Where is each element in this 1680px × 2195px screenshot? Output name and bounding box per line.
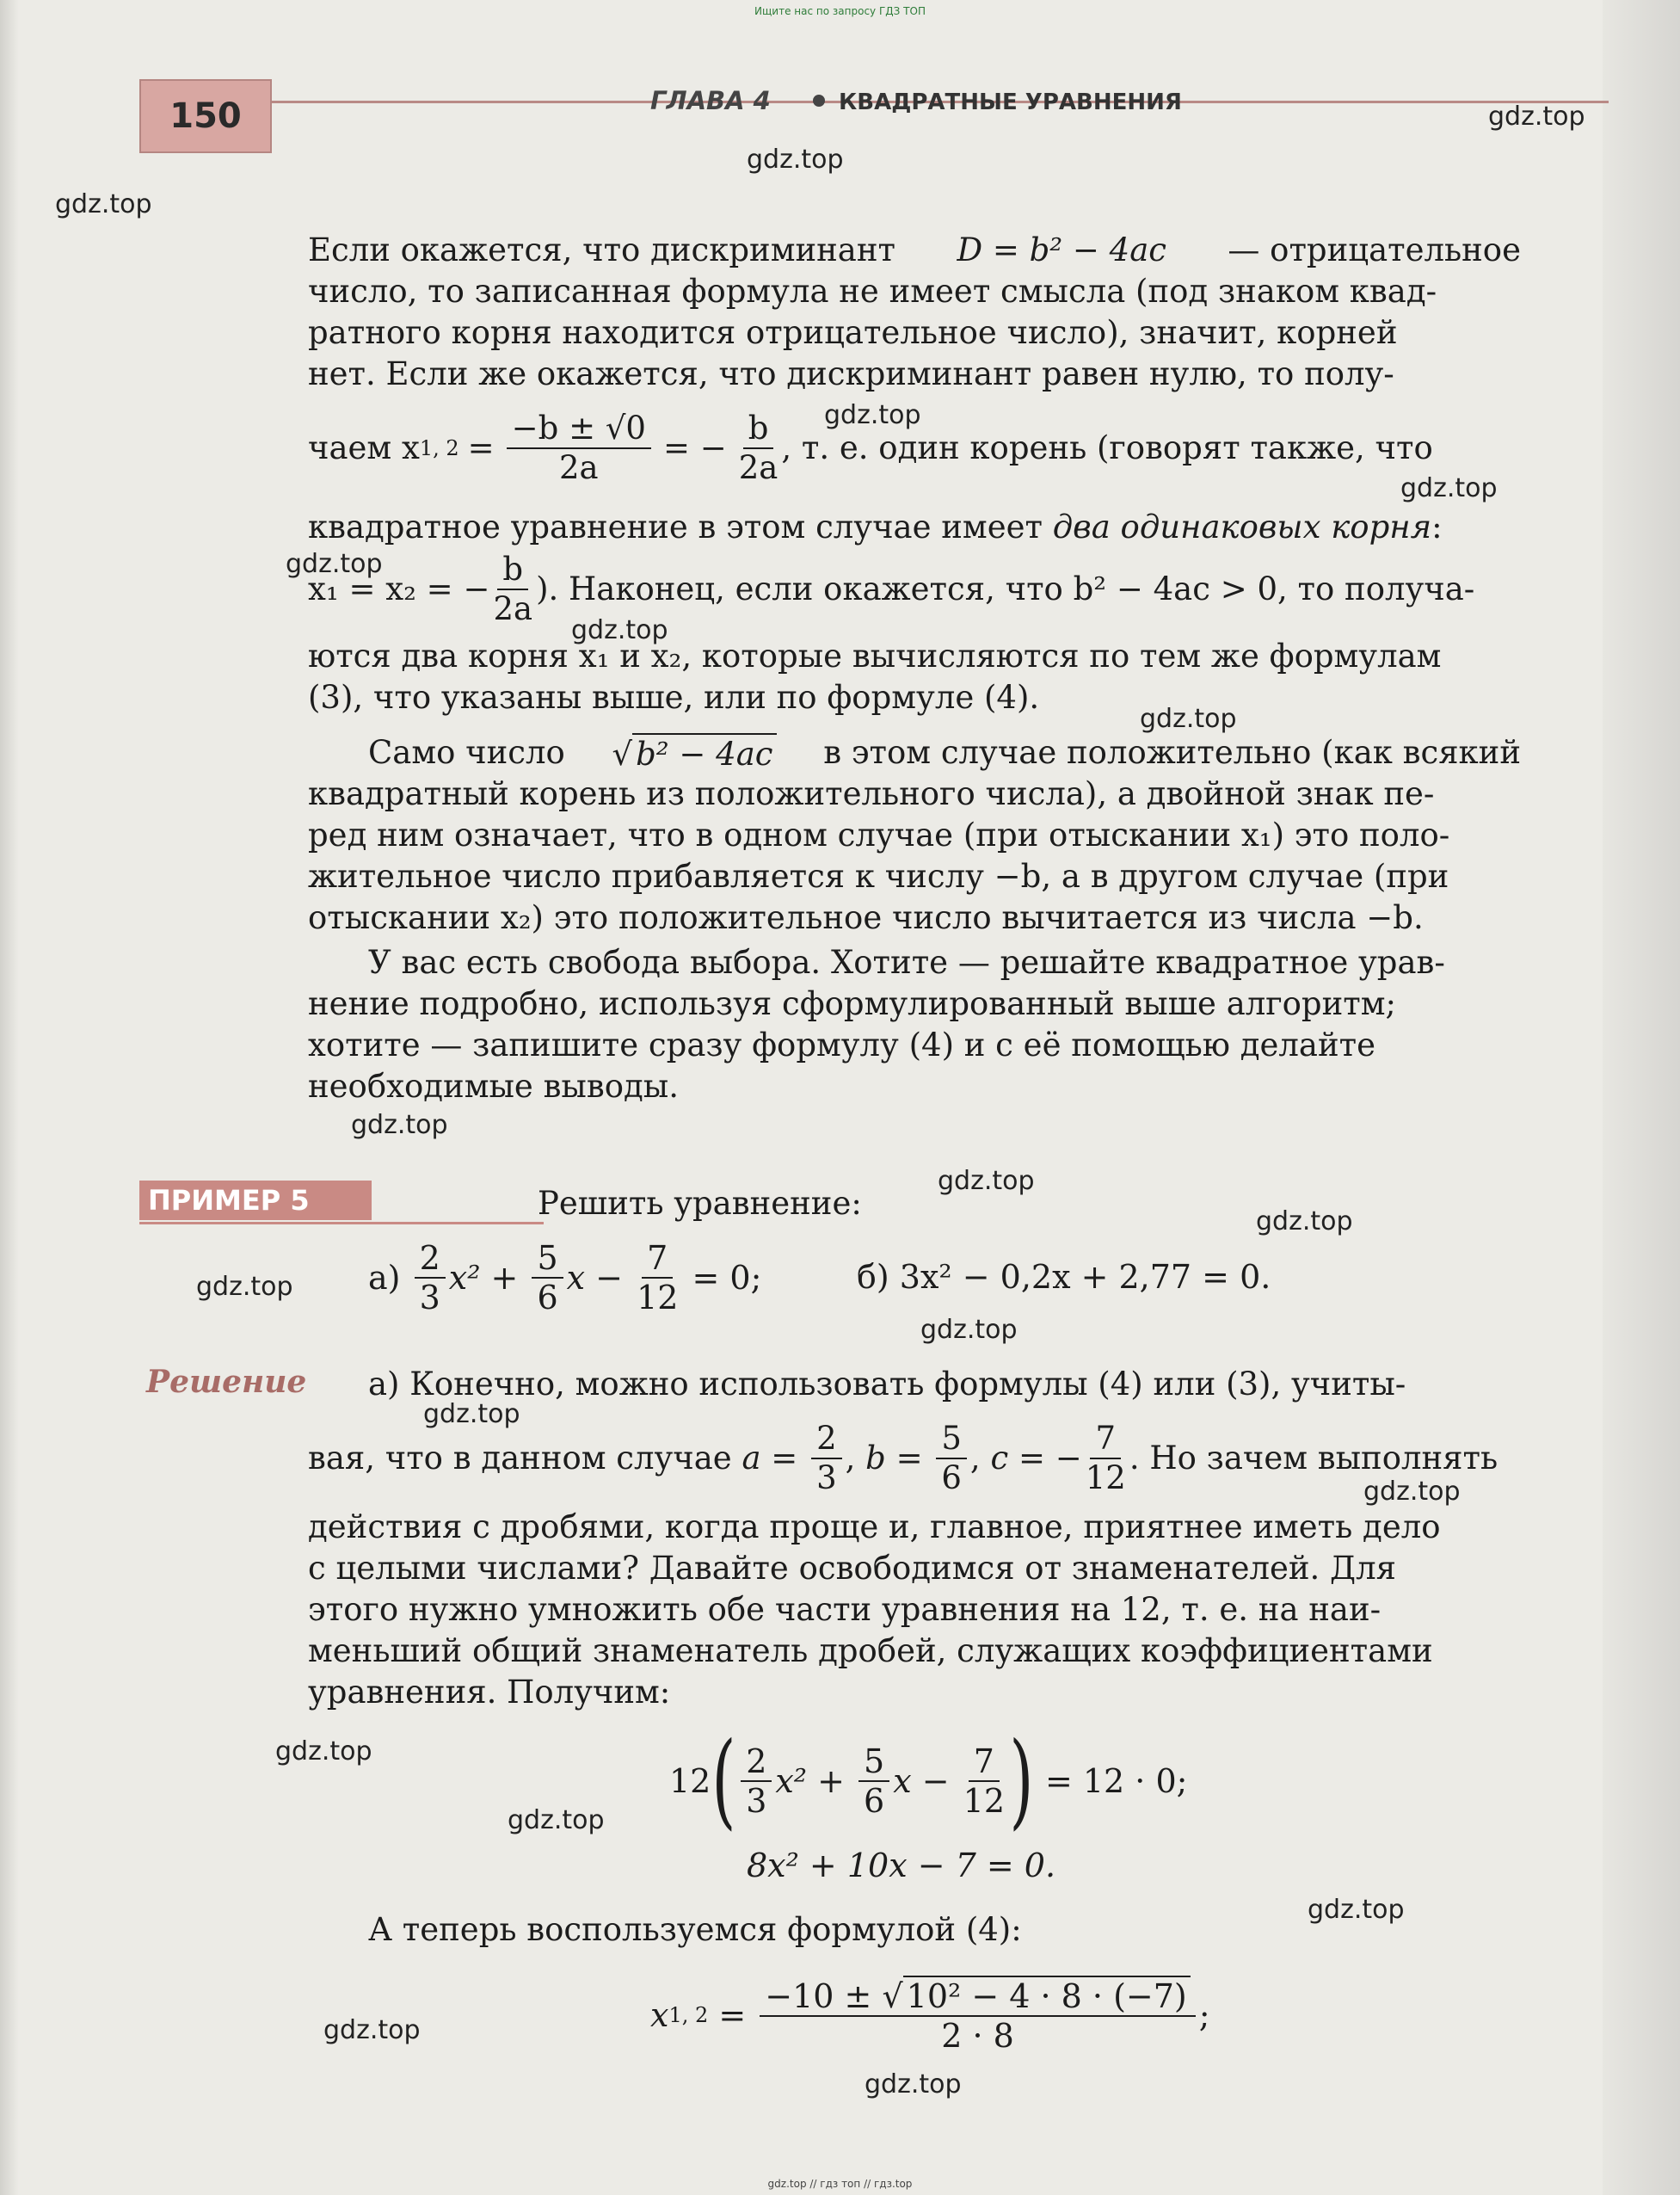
fraction: $\frac{-b \pm √0}{2a}$ xyxy=(507,410,651,487)
solution-line: действия с дробями, когда проще и, главное, приятнее иметь дело xyxy=(308,1508,1441,1545)
solution-equation-3: x 1, 2 = −10 ± √ 10² − 4 · 8 · (−7) 2 · 8 ; xyxy=(650,1977,1210,2055)
watermark: gdz.top xyxy=(1400,473,1498,503)
paragraph-line: квадратный корень из положительного числа), а двойной знак пе- xyxy=(308,775,1435,812)
paragraph-line: нение подробно, используя сформулированный выше алгоритм; xyxy=(308,985,1396,1022)
fraction: $\frac{b}{2a}$ xyxy=(493,551,533,627)
solution-line: меньший общий знаменатель дробей, служащих коэффициентами xyxy=(308,1632,1433,1669)
watermark: gdz.top xyxy=(920,1315,1018,1345)
paragraph-line: число, то записанная формула не имеет смысла (под знаком квад- xyxy=(308,273,1437,310)
solution-line: уравнения. Получим: xyxy=(308,1674,671,1711)
paragraph-line: квадратное уравнение в этом случае имеет два одинаковых корня : xyxy=(308,509,1443,546)
page-number: 150 xyxy=(169,96,242,136)
watermark: gdz.top xyxy=(55,189,152,219)
watermark: gdz.top xyxy=(1256,1206,1353,1236)
paragraph-line: ратного корня находится отрицательное число), значит, корней xyxy=(308,314,1398,351)
solution-equation-2: 8x² + 10x − 7 = 0. xyxy=(747,1847,1056,1884)
formula-line: x₁ = x₂ = − $\frac{b}{2a}$ ). Наконец, если окажется, что b² − 4ac > 0, то получа- xyxy=(308,551,1475,627)
watermark: gdz.top xyxy=(323,2015,421,2045)
paragraph-line: необходимые выводы. xyxy=(308,1068,679,1105)
watermark: gdz.top xyxy=(824,400,921,430)
paragraph-line: Если окажется, что дискриминант D = b² − 4ac — отрицательное xyxy=(308,231,1521,268)
watermark: gdz.top xyxy=(571,615,668,645)
watermark: gdz.top xyxy=(196,1272,293,1302)
paragraph-line: У вас есть свобода выбора. Хотите — решайте квадратное урав- xyxy=(368,944,1445,981)
watermark: gdz.top xyxy=(508,1805,605,1835)
top-note: Ищите нас по запросу ГДЗ ТОП xyxy=(754,5,926,17)
solution-line: этого нужно умножить обе части уравнения на 12, т. е. на наи- xyxy=(308,1591,1382,1628)
example-equation-a: а) $\frac{2}{3}$ x² + $\frac{5}{6}$ x − $\frac{7}{12}$ = 0; xyxy=(368,1239,762,1316)
solution-line: вая, что в данном случае a = $\frac{2}{3}$ , b = $\frac{5}{6}$ , c = − $\frac{7}{12}$ . Но зачем выполнять xyxy=(308,1420,1498,1496)
watermark: gdz.top xyxy=(938,1166,1035,1196)
watermark: gdz.top xyxy=(1363,1477,1461,1507)
watermark: gdz.top xyxy=(747,145,844,175)
solution-line: с целыми числами? Давайте освободимся от знаменателей. Для xyxy=(308,1550,1396,1587)
example-task: Решить уравнение: xyxy=(538,1185,862,1222)
formula-line: чаем x 1, 2 = $\frac{-b \pm √0}{2a}$ = − $\frac{b}{2a}$ , т. е. один корень (говорят также, что xyxy=(308,410,1433,486)
paragraph-line: ред ним означает, что в одном случае (при отыскании x₁) это поло- xyxy=(308,817,1450,854)
square-root: √ 10² − 4 · 8 · (−7) xyxy=(882,1976,1190,2015)
watermark: gdz.top xyxy=(865,2069,962,2099)
solution-line: а) Конечно, можно использовать формулы (4) или (3), учиты- xyxy=(368,1366,1406,1403)
watermark: gdz.top xyxy=(351,1110,448,1140)
example-banner: ПРИМЕР 5 xyxy=(139,1181,372,1220)
watermark: gdz.top xyxy=(1488,102,1585,132)
page-edge-shadow xyxy=(1603,0,1680,2195)
solution-label: Решение xyxy=(146,1364,307,1400)
solution-equation-1: 12 ( $\frac{2}{3}$ x² + $\frac{5}{6}$ x − $\frac{7}{12}$ ) = 12 · 0; xyxy=(669,1721,1188,1840)
paragraph-line: хотите — запишите сразу формулу (4) и с её помощью делайте xyxy=(308,1027,1375,1064)
fraction: $\frac{b}{2a}$ xyxy=(738,410,778,486)
bullet-icon xyxy=(813,95,825,107)
paragraph-line: ются два корня x₁ и x₂, которые вычисляются по тем же формулам xyxy=(308,638,1442,675)
bottom-note: gdz.top // гдз топ // гдз.top xyxy=(767,2178,913,2190)
watermark: gdz.top xyxy=(1140,704,1237,734)
chapter-title: КВАДРАТНЫЕ УРАВНЕНИЯ xyxy=(839,89,1182,115)
example-rule xyxy=(139,1222,544,1224)
example-equation-b: б) 3x² − 0,2x + 2,77 = 0. xyxy=(857,1258,1271,1296)
watermark: gdz.top xyxy=(423,1399,520,1429)
page-gutter-shadow xyxy=(0,0,19,2195)
square-root: √ b² − 4ac xyxy=(612,733,777,774)
watermark: gdz.top xyxy=(275,1736,372,1766)
paragraph-line: отыскании x₂) это положительное число вычитается из числа −b. xyxy=(308,899,1424,936)
paragraph-line: жительное число прибавляется к числу −b, а в другом случае (при xyxy=(308,858,1449,895)
paragraph-line: (3), что указаны выше, или по формуле (4). xyxy=(308,679,1040,716)
watermark: gdz.top xyxy=(1308,1895,1405,1925)
paragraph-line: Само число √ b² − 4ac в этом случае положительно (как всякий xyxy=(368,734,1521,773)
watermark: gdz.top xyxy=(286,549,383,579)
solution-line: А теперь воспользуемся формулой (4): xyxy=(368,1911,1022,1948)
chapter-label: ГЛАВА 4 xyxy=(650,86,771,115)
paragraph-line: нет. Если же окажется, что дискриминант равен нулю, то полу- xyxy=(308,355,1394,392)
page-number-box xyxy=(139,79,272,153)
